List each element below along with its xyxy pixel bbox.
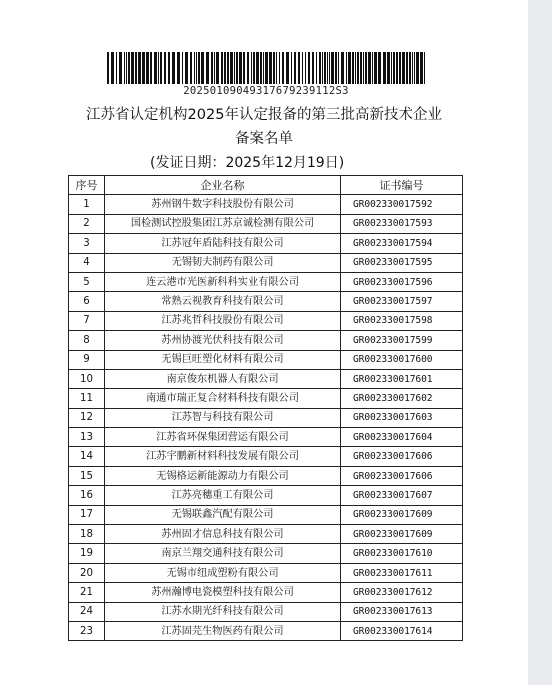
certificate-number: GR002330017592 (341, 195, 463, 214)
certificate-number: GR002330017609 (341, 525, 463, 544)
certificate-number: GR002330017609 (341, 505, 463, 524)
certificate-number: GR002330017606 (341, 447, 463, 466)
table-row (69, 583, 463, 602)
table-row (69, 447, 463, 466)
table-row (69, 214, 463, 233)
company-name: 南京兰翔交通科技有限公司 (105, 544, 341, 563)
row-number: 16 (69, 486, 105, 505)
table-row (69, 272, 463, 291)
company-name: 无锡市纽成塑粉有限公司 (105, 563, 341, 582)
page-margin (528, 0, 552, 685)
column-header-name: 企业名称 (105, 176, 341, 195)
company-name: 江苏宇鹏新材料科技发展有限公司 (105, 447, 341, 466)
company-name: 苏州固才信息科技有限公司 (105, 525, 341, 544)
company-name: 无锡韧夫制药有限公司 (105, 253, 341, 272)
company-name: 常熟云视教育科技有限公司 (105, 292, 341, 311)
table-row (69, 292, 463, 311)
company-name: 江苏兆哲科技股份有限公司 (105, 311, 341, 330)
document-subtitle: 备案名单 (235, 131, 293, 147)
table-row (69, 369, 463, 388)
row-number: 4 (69, 253, 105, 272)
table-row (69, 621, 463, 640)
row-number: 24 (69, 602, 105, 621)
row-number: 9 (69, 350, 105, 369)
column-header-code: 证书编号 (341, 176, 463, 195)
table-header-row (69, 176, 463, 195)
table-row (69, 350, 463, 369)
certificate-number: GR002330017598 (341, 311, 463, 330)
company-name: 苏州瀚博电瓷模塑科技有限公司 (105, 583, 341, 602)
company-name: 苏州钢牛数字科技股份有限公司 (105, 195, 341, 214)
row-number: 23 (69, 621, 105, 640)
row-number: 10 (69, 369, 105, 388)
table-row (69, 408, 463, 427)
row-number: 7 (69, 311, 105, 330)
row-number: 11 (69, 389, 105, 408)
table-row (69, 389, 463, 408)
barcode-number: 20250109049317679239112S3 (183, 85, 349, 97)
table-row (69, 253, 463, 272)
table-row (69, 602, 463, 621)
certificate-number: GR002330017613 (341, 602, 463, 621)
company-name: 南京俊东机器人有限公司 (105, 369, 341, 388)
row-number: 12 (69, 408, 105, 427)
certificate-number: GR002330017603 (341, 408, 463, 427)
row-number: 18 (69, 525, 105, 544)
certificate-number: GR002330017607 (341, 486, 463, 505)
certificate-number: GR002330017604 (341, 428, 463, 447)
company-name: 江苏省环保集团营运有限公司 (105, 428, 341, 447)
row-number: 13 (69, 428, 105, 447)
column-header-no: 序号 (69, 176, 105, 195)
table-row (69, 544, 463, 563)
certificate-number: GR002330017596 (341, 272, 463, 291)
row-number: 5 (69, 272, 105, 291)
table-row (69, 311, 463, 330)
company-name: 江苏亮穗重工有限公司 (105, 486, 341, 505)
certificate-number: GR002330017597 (341, 292, 463, 311)
company-name: 连云港市光医新科科实业有限公司 (105, 272, 341, 291)
document-title: 江苏省认定机构2025年认定报备的第三批高新技术企业 (86, 107, 442, 123)
company-name: 江苏冠年盾陆科技有限公司 (105, 234, 341, 253)
certificate-number: GR002330017600 (341, 350, 463, 369)
certificate-number: GR002330017606 (341, 466, 463, 485)
company-name: 无锡格运新能源动力有限公司 (105, 466, 341, 485)
certificate-number: GR002330017602 (341, 389, 463, 408)
certificate-number: GR002330017610 (341, 544, 463, 563)
certificate-number: GR002330017594 (341, 234, 463, 253)
company-name: 江苏水期光纤科技有限公司 (105, 602, 341, 621)
company-name: 江苏智与科技有限公司 (105, 408, 341, 427)
table-row (69, 563, 463, 582)
row-number: 3 (69, 234, 105, 253)
row-number: 20 (69, 563, 105, 582)
certificate-number: GR002330017611 (341, 563, 463, 582)
company-name: 南通市瑞正复合材料科技有限公司 (105, 389, 341, 408)
row-number: 14 (69, 447, 105, 466)
certificate-number: GR002330017614 (341, 621, 463, 640)
company-name: 江苏固芫生物医药有限公司 (105, 621, 341, 640)
certificate-number: GR002330017612 (341, 583, 463, 602)
table-row (69, 466, 463, 485)
certificate-number: GR002330017595 (341, 253, 463, 272)
table-row (69, 234, 463, 253)
row-number: 15 (69, 466, 105, 485)
table-row (69, 331, 463, 350)
table-row (69, 195, 463, 214)
company-name: 苏州协渡光伏科技有限公司 (105, 331, 341, 350)
row-number: 17 (69, 505, 105, 524)
company-name: 无锡联鑫汽配有限公司 (105, 505, 341, 524)
table-row (69, 525, 463, 544)
certificate-number: GR002330017599 (341, 331, 463, 350)
row-number: 1 (69, 195, 105, 214)
barcode-image (107, 52, 425, 84)
row-number: 6 (69, 292, 105, 311)
table-row (69, 428, 463, 447)
company-name: 国检测试控股集团江苏京诚检测有限公司 (105, 214, 341, 233)
row-number: 2 (69, 214, 105, 233)
company-name: 无锡巨旺塑化材料有限公司 (105, 350, 341, 369)
issue-date: (发证日期：2025年12月19日) (150, 155, 345, 171)
certificate-number: GR002330017601 (341, 369, 463, 388)
table-row (69, 486, 463, 505)
row-number: 19 (69, 544, 105, 563)
row-number: 8 (69, 331, 105, 350)
enterprise-table (68, 175, 463, 641)
row-number: 21 (69, 583, 105, 602)
table-row (69, 505, 463, 524)
certificate-number: GR002330017593 (341, 214, 463, 233)
